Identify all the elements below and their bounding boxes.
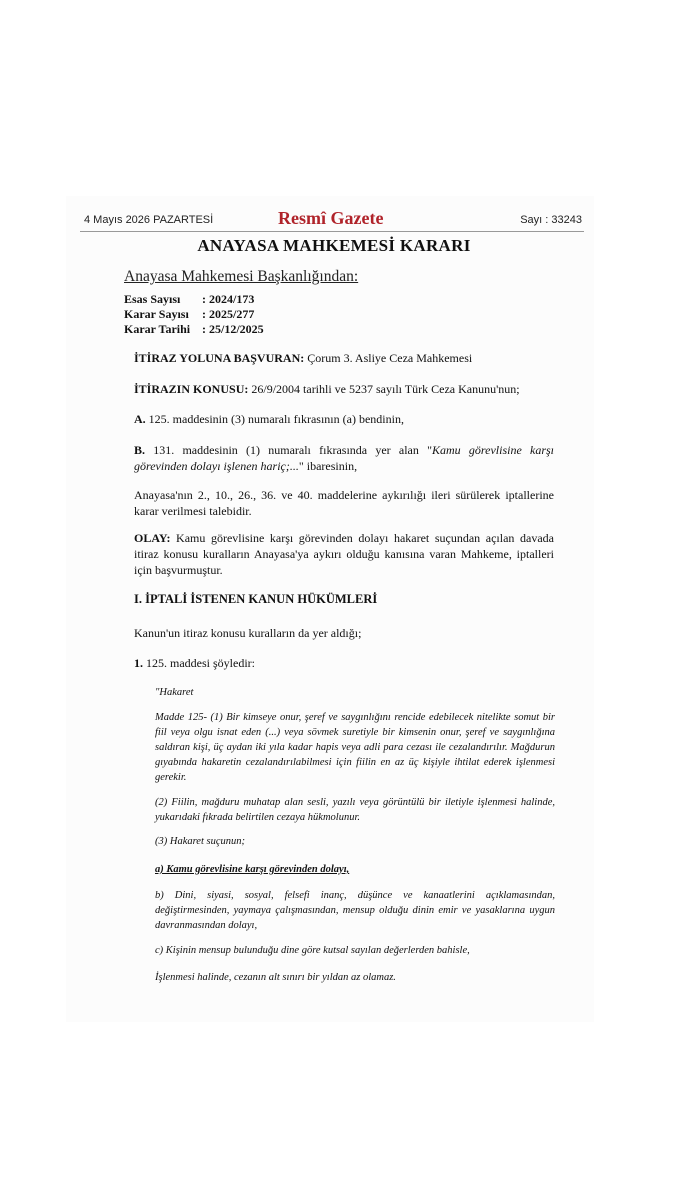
issue-number: Sayı : 33243 [520, 214, 582, 226]
section-intro [134, 625, 554, 641]
meta-value: : 2025/277 [202, 307, 255, 321]
item-b-paragraph [134, 442, 554, 474]
quote-paragraph-3: (3) Hakaret suçunun; [155, 836, 246, 847]
article-label: 1. [134, 656, 143, 670]
quote-paragraph-4: a) Kamu görevlisine karşı görevinden dolayı, [155, 864, 350, 875]
event-paragraph [134, 530, 554, 578]
subject-label: İTİRAZIN KONUSU: [134, 382, 249, 396]
section-heading: I. İPTALİ İSTENEN KANUN HÜKÜMLERİ [134, 592, 378, 606]
item-b-label: B. [134, 443, 146, 457]
item-b-text: 131. maddesinin (1) numaralı fıkrasında yer alan " [145, 443, 432, 457]
subject-value: 26/9/2004 tarihli ve 5237 sayılı Türk Ceza Kanunu'nun; [248, 382, 520, 396]
publication-name: Resmî Gazete [278, 208, 384, 228]
quote-paragraph-2: (2) Fiilin, mağduru muhatap alan sesli, yazılı veya görüntülü bir iletiyle işlenmesi halinde, yukarıdaki fıkrada belirtilen cezaya hükmolunur. [155, 797, 555, 823]
document-subtitle: Anayasa Mahkemesi Başkanlığından: [124, 268, 359, 285]
meta-value: : 25/12/2025 [202, 322, 264, 336]
quote-paragraph-7: İşlenmesi halinde, cezanın alt sınırı bir yıldan az olamaz. [155, 972, 396, 983]
article-text: 125. maddesi şöyledir: [143, 656, 255, 670]
constitution-text: Anayasa'nın 2., 10., 26., 36. ve 40. maddelerine aykırılığı ileri sürülerek iptallerine karar verilmesi talebidir. [134, 488, 554, 518]
quote-paragraph-5: b) Dini, siyasi, sosyal, felsefi inanç, düşünce ve kanaatlerini açıklamasından, değiştirmesinden, yaymaya çalışmasından, mensup olduğu dinin emir ve yasaklarına uygun davranmasından dolayı, [155, 890, 555, 931]
document-title: ANAYASA MAHKEMESİ KARARI [197, 236, 471, 255]
quote-paragraph-6: c) Kişinin mensup bulunduğu dine göre kutsal sayılan değerlerden bahisle, [155, 945, 470, 956]
meta-label: Karar Tarihi [124, 322, 191, 336]
subject-paragraph [134, 381, 554, 397]
meta-value: : 2024/173 [202, 292, 255, 306]
item-b-text-end: " ibaresinin, [298, 459, 358, 473]
applicant-value: Çorum 3. Asliye Ceza Mahkemesi [304, 351, 473, 365]
meta-esas [124, 292, 254, 307]
item-a-paragraph [134, 411, 554, 427]
meta-tarih [124, 322, 264, 337]
item-a-text: 125. maddesinin (3) numaralı fıkrasının (a) bendinin, [145, 412, 404, 426]
item-b-quote: Kamu görevlisine karşı görevinden dolayı işlenen hariç;... [134, 443, 555, 473]
article-paragraph [134, 655, 554, 671]
constitution-paragraph [134, 487, 554, 519]
applicant-paragraph [134, 350, 554, 366]
header-divider [80, 231, 584, 232]
applicant-label: İTİRAZ YOLUNA BAŞVURAN: [134, 351, 305, 365]
meta-karar [124, 307, 254, 322]
issue-date: 4 Mayıs 2026 PAZARTESİ [84, 214, 214, 226]
meta-label: Esas Sayısı [124, 292, 181, 306]
section-intro-text: Kanun'un itiraz konusu kuralların da yer aldığı; [134, 626, 362, 640]
item-a-label: A. [134, 412, 146, 426]
quote-paragraph-1: Madde 125- (1) Bir kimseye onur, şeref ve saygınlığını rencide edebilecek nitelikte somut bir fiil veya olgu isnat eden (...) veya sövmek suretiyle bir kimsenin onur, şeref ve saygınlığına saldıran kişi, üç aydan iki yıla kadar hapis veya adli para cezası ile cezalandırılır. Mağdurun gıyabında hakaretin cezalandırılabilmesi için fiilin en az üç kişiyle ihtilat ederek işlenmesi gerekir. [155, 712, 555, 783]
meta-label: Karar Sayısı [124, 307, 189, 321]
quote-title: "Hakaret [155, 687, 194, 698]
gazette-header [80, 208, 585, 230]
event-label: OLAY: [134, 531, 171, 545]
event-text: Kamu görevlisine karşı görevinden dolayı hakaret suçundan açılan davada itiraz konusu kuralların Anayasa'ya aykırı olduğu kanısına varan Mahkeme, iptalleri için başvurmuştur. [134, 531, 554, 577]
